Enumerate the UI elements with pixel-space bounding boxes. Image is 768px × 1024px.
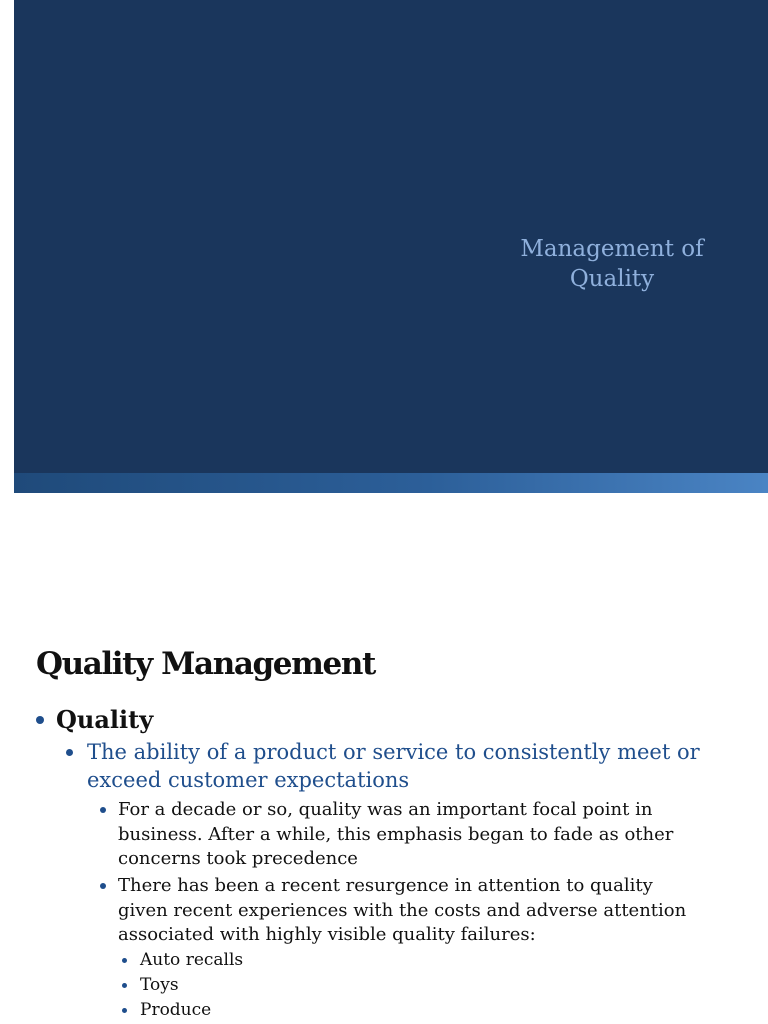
decade-line-1: For a decade or so, quality was an important focal point in <box>118 799 653 820</box>
definition-line-2: exceed customer expectations <box>87 768 410 792</box>
bullet-decade-text <box>118 798 673 872</box>
bullet-quality-text: Quality <box>56 705 154 734</box>
decade-line-2: business. After a while, this emphasis began to fade as other <box>118 823 674 845</box>
title-slide-title <box>500 234 724 294</box>
bullet-definition-text <box>87 738 700 794</box>
resurgence-line-1: There has been a recent resurgence in attention to quality <box>118 875 653 896</box>
slide-heading: Quality Management <box>36 646 375 682</box>
sub-item-text: Produce <box>140 1000 212 1020</box>
title-slide-band <box>14 473 768 493</box>
bullet-resurgence-text <box>118 874 686 948</box>
bullet-dot-icon <box>100 807 106 813</box>
sub-item-text: Auto recalls <box>140 950 244 970</box>
bullet-dot-icon <box>122 958 127 963</box>
title-line-2: Quality <box>569 266 655 292</box>
definition-line-1: The ability of a product or service to consistently meet or <box>87 740 700 764</box>
bullet-dot-icon <box>100 883 106 889</box>
title-line-1: Management of <box>520 236 704 262</box>
bullet-dot-icon <box>66 749 73 756</box>
decade-line-3: concerns took precedence <box>118 848 358 869</box>
resurgence-line-3: associated with highly visible quality failures: <box>118 924 536 945</box>
bullet-dot-icon <box>36 716 44 724</box>
bullet-dot-icon <box>122 983 127 988</box>
resurgence-line-2: given recent experiences with the costs and adverse attention <box>118 899 687 921</box>
sub-item-text: Toys <box>140 975 179 995</box>
bullet-dot-icon <box>122 1008 127 1013</box>
